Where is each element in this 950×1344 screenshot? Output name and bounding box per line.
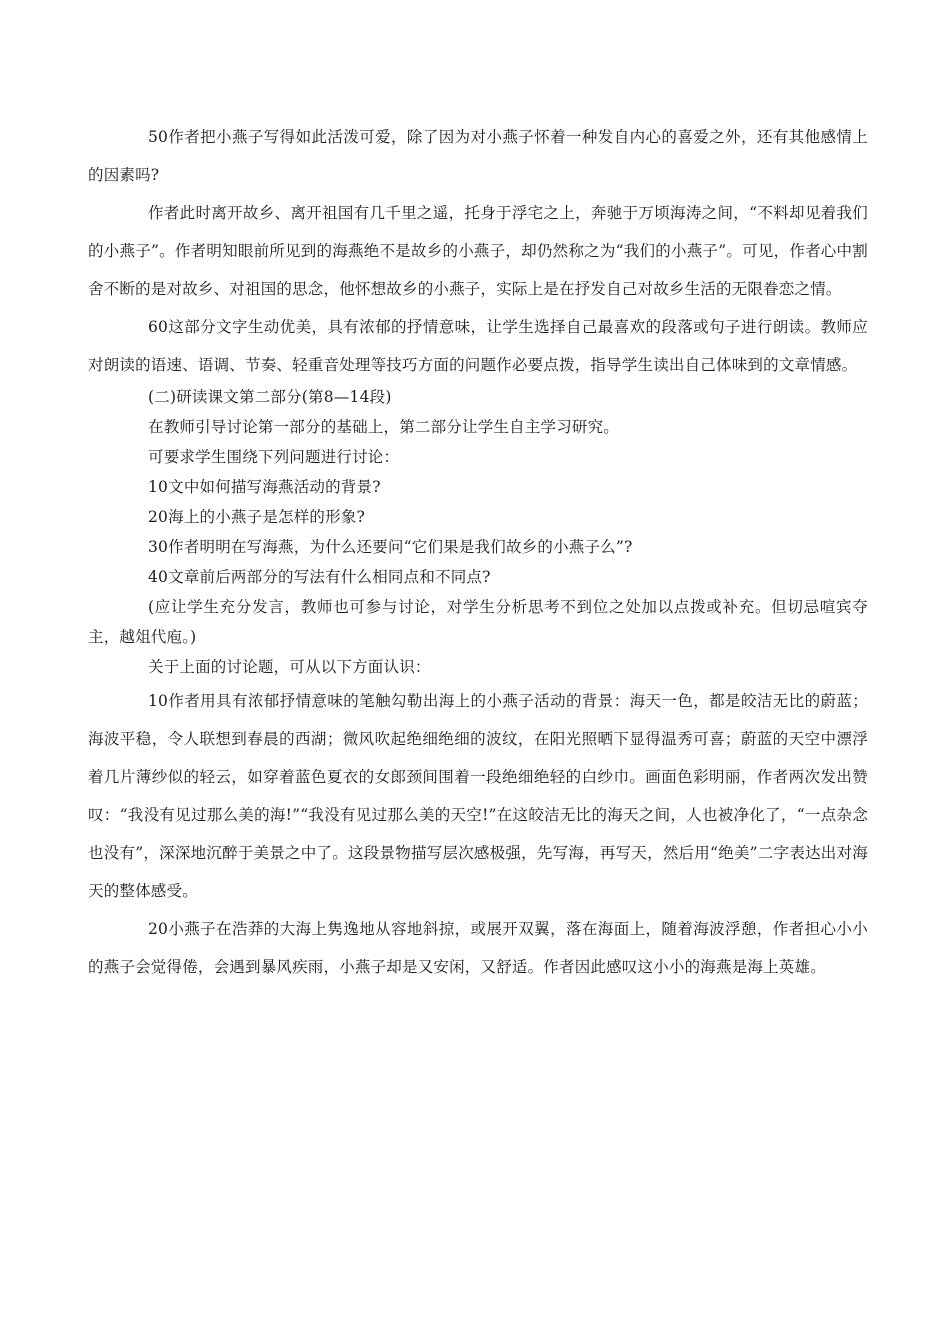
paragraph-answer-1: 10作者用具有浓郁抒情意味的笔触勾勒出海上的小燕子活动的背景：海天一色，都是皎洁无比的蔚蓝；海波平稳，令人联想到春晨的西湖；微风吹起绝细绝细的波纹，在阳光照晒下显得温秀可喜；蔚蓝的天空中漂浮着几片薄纱似的轻云，如穿着蓝色夏衣的女郎颈间围着一段绝细绝轻的白纱巾。画面色彩明丽，作者两次发出赞叹：“我没有见过那么美的海!”“我没有见过那么美的天空!”在这皎洁无比的海天之间，人也被净化了，“一点杂念也没有”，深深地沉醉于美景之中了。这段景物描写层次感极强，先写海，再写天，然后用“绝美”二字表达出对海天的整体感受。 xyxy=(88,692,868,900)
question-3: 30作者明明在写海燕，为什么还要问“它们果是我们故乡的小燕子么”? xyxy=(148,538,633,556)
question-1: 10文中如何描写海燕活动的背景? xyxy=(148,478,381,496)
question-2: 20海上的小燕子是怎样的形象? xyxy=(148,508,366,526)
paragraph-intro: 在教师引导讨论第一部分的基础上，第二部分让学生自主学习研究。 xyxy=(148,418,620,436)
paragraph-reading-6: 60这部分文字生动优美，具有浓郁的抒情意味，让学生选择自己最喜欢的段落或句子进行朗读。教师应对朗读的语速、语调、节奏、轻重音处理等技巧方面的问题作必要点拨，指导学生读出自己体味到的文章情感。 xyxy=(88,318,868,374)
paragraph-answer-5: 作者此时离开故乡、离开祖国有几千里之遥，托身于浮宅之上，奔驰于万顷海涛之间，“不料却见着我们的小燕子”。作者明知眼前所见到的海燕绝不是故乡的小燕子，却仍然称之为“我们的小燕子”。可见，作者心中割舍不断的是对故乡、对祖国的思念，他怀想故乡的小燕子，实际上是在抒发自己对故乡生活的无限眷恋之情。 xyxy=(88,204,868,298)
question-4: 40文章前后两部分的写法有什么相同点和不同点? xyxy=(148,568,491,586)
paragraph-question-5: 50作者把小燕子写得如此活泼可爱，除了因为对小燕子怀着一种发自内心的喜爱之外，还有其他感情上的因素吗? xyxy=(88,128,868,184)
section-heading-part-two: (二)研读课文第二部分(第8—14段) xyxy=(148,388,392,406)
paragraph-answer-2: 20小燕子在浩莽的大海上隽逸地从容地斜掠，或展开双翼，落在海面上，随着海波浮憩，作者担心小小的燕子会觉得倦，会遇到暴风疾雨，小燕子却是又安闲，又舒适。作者因此感叹这小小的海燕是海上英雄。 xyxy=(88,920,868,976)
document-page xyxy=(88,118,868,986)
paragraph-discussion-prompt: 可要求学生围绕下列问题进行讨论： xyxy=(148,448,400,466)
paragraph-discussion-intro: 关于上面的讨论题，可从以下方面认识： xyxy=(148,658,431,676)
paragraph-teacher-note: (应让学生充分发言，教师也可参与讨论，对学生分析思考不到位之处加以点拨或补充。但切忌喧宾夺主，越俎代庖。) xyxy=(88,598,868,646)
